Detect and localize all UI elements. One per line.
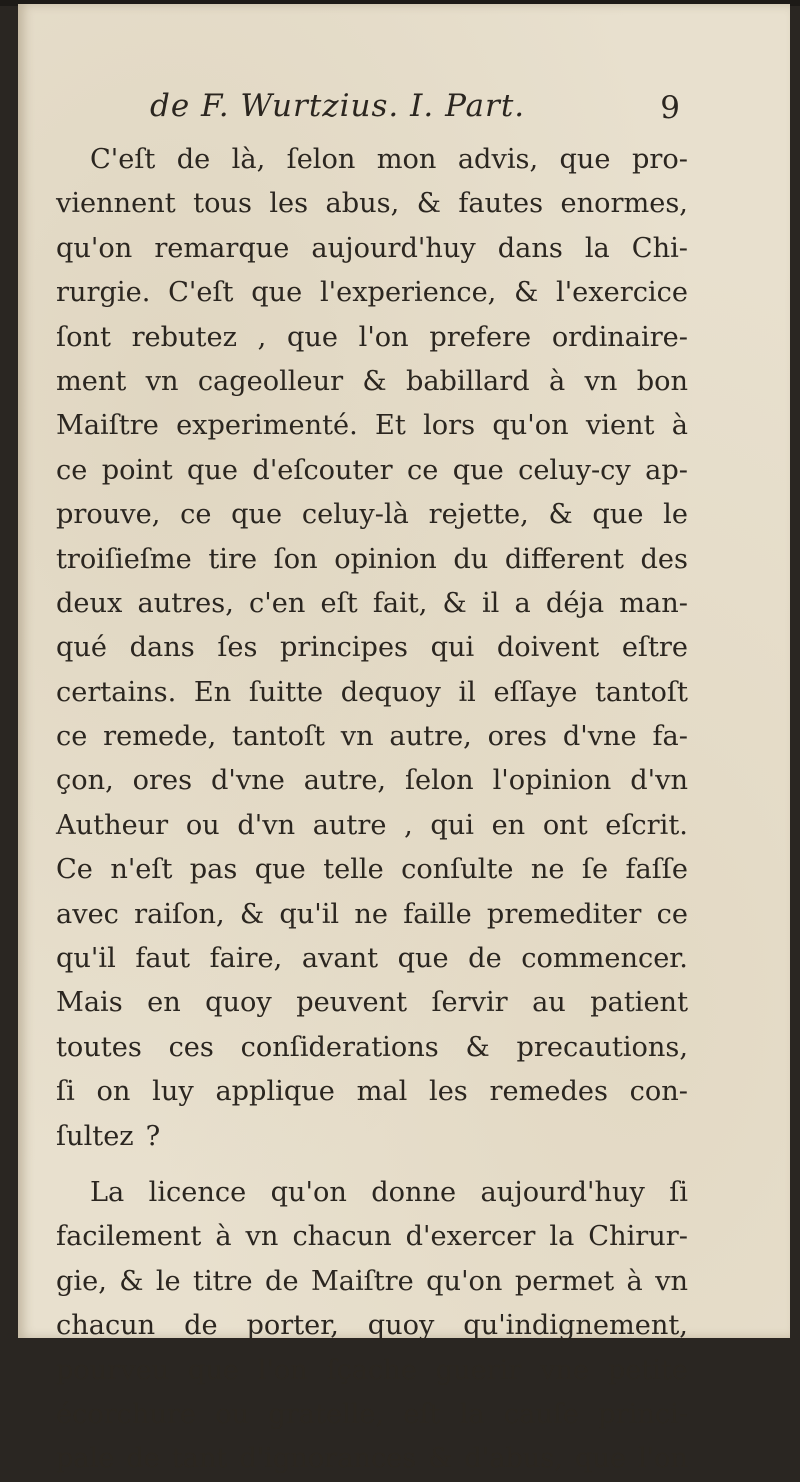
text-line: troiſieſme tire ſon opinion du different des [56, 543, 688, 575]
body-text [56, 138, 688, 1482]
text-line: Autheur ou d'vn autre , qui en ont eſcrit. [56, 809, 688, 841]
text-line: rurgie. C'eſt que l'experience, & l'exercice [56, 277, 688, 309]
text-line: ment vn cageolleur & babillard à vn bon [56, 365, 688, 397]
text-line: qué dans ſes principes qui doivent eſtre [56, 632, 688, 664]
text-line: ſi on luy applique mal les remedes con- [56, 1076, 688, 1108]
text-line: pale de tant d'ignorances & d'abus, que l'on [56, 1443, 688, 1475]
text-line: certains. En ſuitte dequoy il eſſaye tantoſt [56, 676, 688, 708]
text-line: ce remede, tantoſt vn autre, ores d'vne fa- [56, 721, 688, 753]
text-line: çon, ores d'vne autre, ſelon l'opinion d'vn [56, 765, 688, 797]
paragraph-gap [56, 1159, 688, 1171]
running-head [150, 88, 680, 128]
text-line: La licence qu'on donne aujourd'huy ſi [90, 1176, 688, 1208]
text-line: chacun de porter, quoy qu'indignement, [56, 1310, 688, 1342]
text-line: ſultez ? [56, 1120, 161, 1152]
text-line: prouve, ce que celuy-là rejette, & que le [56, 499, 688, 531]
text-line: Maiſtre experimenté. Et lors qu'on vient à [56, 410, 688, 442]
text-line: qu'il faut faire, avant que de commencer. [56, 943, 688, 975]
text-line: ce point que d'eſcouter ce que celuy-cy ap- [56, 454, 688, 486]
text-line: ſont rebutez , que l'on prefere ordinaire- [56, 321, 688, 353]
running-head-title: de F. Wurtzius. I. Part. [150, 88, 526, 124]
text-line: facilement à vn chacun d'exercer la Chirur- [56, 1221, 688, 1253]
text-line: qu'on remarque aujourd'huy dans la Chi- [56, 232, 688, 264]
text-line: écorchure ou gratelle, eſt la cauſe princi- [56, 1398, 688, 1430]
text-line: avec raiſon, & qu'il ne faille premediter ce [56, 898, 688, 930]
text-line: deux autres, c'en eſt fait, & il a déja man- [56, 587, 688, 619]
text-line: gie, & le titre de Maiſtre qu'on permet à vn [56, 1265, 688, 1297]
text-line: pourveu que l'on ſçache guerir vne petite [56, 1354, 688, 1386]
text-line: toutes ces conſiderations & precautions, [56, 1031, 688, 1063]
text-line: C'eſt de là, ſelon mon advis, que pro- [90, 144, 688, 175]
page-number: 9 [660, 90, 680, 126]
text-line: Ce n'eſt pas que telle conſulte ne ſe faſſe [56, 854, 688, 886]
text-line: viennent tous les abus, & fautes enormes, [56, 188, 688, 220]
text-line: Mais en quoy peuvent ſervir au patient [56, 987, 688, 1019]
